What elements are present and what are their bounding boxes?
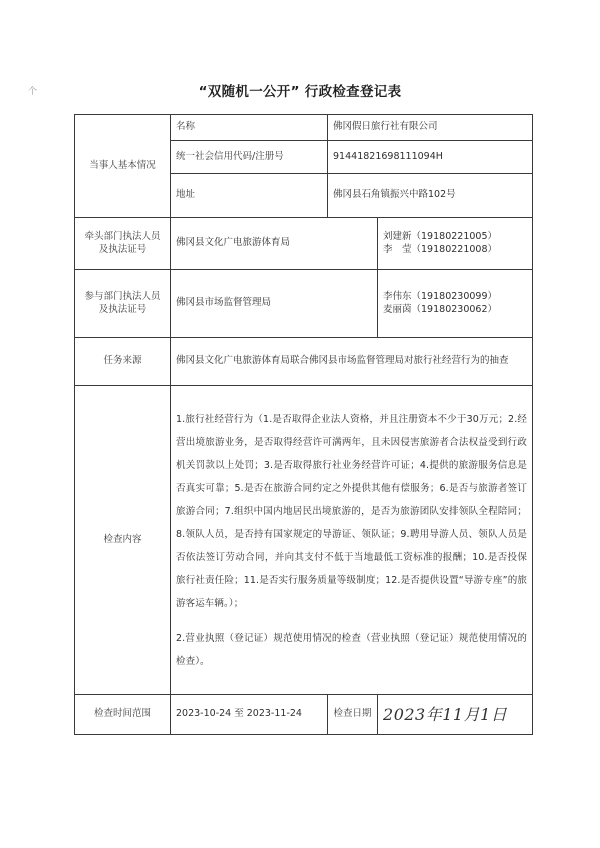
joint-officers xyxy=(378,270,533,338)
lead-officer-2: 李 莹（19180221008） xyxy=(383,243,498,255)
page-title: “双随机一公开” 行政检查登记表 xyxy=(198,84,402,100)
time-range-value: 2023-10-24 至 2023-11-24 xyxy=(171,695,328,735)
address-value: 佛冈县石角镇振兴中路102号 xyxy=(328,174,533,218)
address-label: 地址 xyxy=(171,174,328,218)
lead-dept-row xyxy=(75,218,533,270)
inspection-content-body xyxy=(171,386,533,695)
lead-dept-label: 牵头部门执法人员及执法证号 xyxy=(75,218,171,270)
task-source-label: 任务来源 xyxy=(75,338,171,386)
credit-code-label: 统一社会信用代码/注册号 xyxy=(171,141,328,174)
task-source-value: 佛冈县文化广电旅游体育局联合佛冈县市场监督管理局对旅行社经营行为的抽查 xyxy=(171,338,533,386)
party-name-row xyxy=(75,115,533,141)
joint-officer-2: 麦丽茵（19180230062） xyxy=(383,303,498,315)
joint-dept-row xyxy=(75,270,533,338)
inspection-date-label: 检查日期 xyxy=(328,695,378,735)
inspection-time-row xyxy=(75,695,533,735)
lead-officer-1: 刘建新（19180221005） xyxy=(383,230,498,242)
name-label: 名称 xyxy=(171,115,328,141)
inspection-form xyxy=(74,114,533,735)
scan-mark: 个 xyxy=(28,87,38,97)
lead-officers xyxy=(378,218,533,270)
task-source-row xyxy=(75,338,533,386)
joint-officer-1: 李伟东（19180230099） xyxy=(383,290,498,302)
inspection-content-row xyxy=(75,386,533,695)
lead-dept-name: 佛冈县文化广电旅游体育局 xyxy=(171,218,378,270)
credit-code-value: 91441821698111094H xyxy=(328,141,533,174)
joint-dept-label: 参与部门执法人员及执法证号 xyxy=(75,270,171,338)
inspection-paragraph-1: 1.旅行社经营行为（1.是否取得企业法人资格，并且注册资本不少于30万元；2.经营出境旅游业务，是否取得经营许可满两年，且未因侵害旅游者合法权益受到行政机关罚款以上处罚；3.是否取得旅行社业务经营许可证；4.提供的旅游服务信息是否真实可靠；5.是否在旅游合同约定之外提供其他有偿服务；6.是否与旅游者签订旅游合同；7.组织中国内地居民出境旅游的，是否为旅游团队安排领队全程陪同；8.领队人员，是否持有国家规定的导游证、领队证；9.聘用导游人员、领队人员是否依法签订劳动合同，并向其支付不低于当地最低工资标准的报酬；10.是否投保旅行社责任险；11.是否实行服务质量等级制度；12.是否提供设置“导游专座”的旅游客运车辆。）； xyxy=(176,413,528,609)
time-range-label: 检查时间范围 xyxy=(75,695,171,735)
inspection-paragraph-2: 2.营业执照（登记证）规范使用情况的检查（营业执照（登记证）规范使用情况的检查）。 xyxy=(176,632,528,667)
inspection-date-value xyxy=(378,695,533,735)
joint-dept-name: 佛冈县市场监督管理局 xyxy=(171,270,378,338)
party-section-label: 当事人基本情况 xyxy=(75,115,171,218)
inspection-content-label: 检查内容 xyxy=(75,386,171,695)
handwritten-date: 2023年11月1日 xyxy=(383,704,508,724)
name-value: 佛冈假日旅行社有限公司 xyxy=(328,115,533,141)
